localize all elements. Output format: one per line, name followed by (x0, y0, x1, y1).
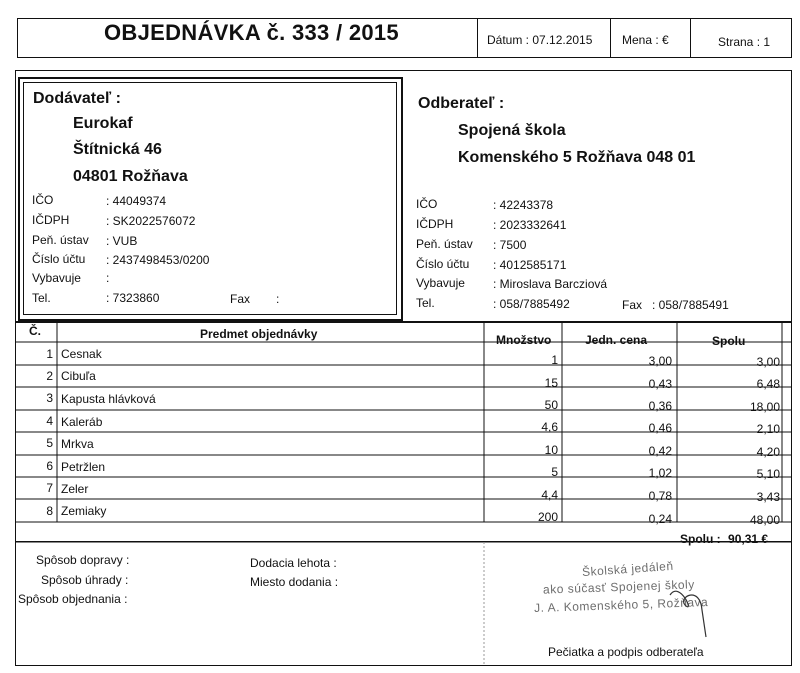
grand-total-value: 90,31 € (728, 532, 769, 546)
row-total: 2,10 (756, 422, 780, 436)
supplier-icdph-label: IČDPH (32, 213, 70, 227)
delivery-time-label: Dodacia lehota : (250, 556, 337, 570)
customer-account-label: Číslo účtu (416, 257, 470, 271)
supplier-phone-value: : 7323860 (106, 291, 160, 305)
customer-ico-value: : 42243378 (493, 198, 554, 212)
row-total: 6,48 (756, 377, 780, 391)
supplier-handler-value: : (106, 271, 110, 285)
col-header-no: Č. (29, 324, 41, 338)
supplier-name: Eurokaf (73, 115, 133, 132)
signature-label: Pečiatka a podpis odberateľa (548, 645, 704, 659)
stamp-line-3: J. A. Komenského 5, Rožňava (533, 594, 709, 616)
row-unit-price: 0,43 (648, 377, 672, 391)
supplier-fax-label: Fax (230, 292, 251, 306)
row-qty: 200 (537, 510, 558, 524)
customer-fax-label: Fax (622, 298, 643, 312)
customer-icdph-label: IČDPH (416, 217, 454, 231)
row-no: 5 (46, 436, 53, 450)
row-no: 4 (46, 414, 53, 428)
row-item: Petržlen (61, 460, 106, 474)
col-header-unit-price: Jedn. cena (585, 333, 648, 347)
row-unit-price: 1,02 (648, 466, 672, 480)
row-total: 18,00 (749, 400, 780, 414)
page-number: Strana : 1 (718, 35, 771, 49)
row-total: 5,10 (756, 467, 780, 481)
transport-label: Spôsob dopravy : (36, 553, 130, 567)
grand-total-label: Spolu : (680, 532, 721, 546)
row-item: Kapusta hlávková (61, 392, 156, 406)
supplier-fax-value: : (276, 292, 280, 306)
customer-bank-value: : 7500 (493, 238, 527, 252)
row-total: 4,20 (756, 445, 780, 459)
row-qty: 5 (551, 465, 558, 479)
row-total: 48,00 (749, 513, 780, 527)
row-item: Cesnak (61, 347, 102, 361)
row-no: 1 (46, 347, 53, 361)
row-no: 7 (46, 481, 53, 495)
row-unit-price: 0,42 (648, 444, 672, 458)
row-total: 3,43 (756, 490, 780, 504)
customer-heading: Odberateľ : (418, 95, 505, 112)
customer-phone-value: : 058/7885492 (493, 297, 570, 311)
row-no: 3 (46, 391, 53, 405)
order-date: Dátum : 07.12.2015 (487, 33, 593, 47)
row-item: Kaleráb (61, 415, 103, 429)
payment-label: Spôsob úhrady : (41, 573, 129, 587)
row-unit-price: 0,46 (648, 421, 672, 435)
row-no: 8 (46, 504, 53, 518)
customer-account-value: : 4012585171 (493, 258, 567, 272)
supplier-ico-value: : 44049374 (106, 194, 167, 208)
supplier-bank-label: Peň. ústav (32, 233, 89, 247)
supplier-bank-value: : VUB (106, 234, 138, 248)
customer-name: Spojená škola (458, 122, 566, 139)
stamp-line-1: Školská jedáleň (581, 558, 674, 580)
row-item: Zeler (61, 482, 89, 496)
row-no: 6 (46, 459, 53, 473)
customer-address: Komenského 5 Rožňava 048 01 (458, 149, 696, 166)
customer-fax-value: : 058/7885491 (652, 298, 729, 312)
supplier-account-label: Číslo účtu (32, 252, 86, 266)
col-header-qty: Množstvo (496, 333, 552, 347)
row-unit-price: 3,00 (648, 354, 672, 368)
row-item: Mrkva (61, 437, 94, 451)
row-unit-price: 0,24 (648, 512, 672, 526)
row-qty: 50 (544, 398, 558, 412)
ordering-label: Spôsob objednania : (18, 592, 128, 606)
customer-phone-label: Tel. (416, 296, 435, 310)
customer-ico-label: IČO (416, 197, 438, 211)
row-unit-price: 0,36 (648, 399, 672, 413)
row-total: 3,00 (756, 355, 780, 369)
document-title: OBJEDNÁVKA č. 333 / 2015 (104, 20, 399, 45)
supplier-heading: Dodávateľ : (33, 90, 121, 107)
supplier-street: Štítnická 46 (73, 141, 162, 158)
row-item: Zemiaky (61, 504, 107, 518)
currency: Mena : € (622, 33, 669, 47)
col-header-item: Predmet objednávky (200, 327, 318, 341)
delivery-place-label: Miesto dodania : (250, 575, 339, 589)
col-header-total: Spolu (712, 334, 746, 348)
supplier-account-value: : 2437498453/0200 (106, 253, 210, 267)
customer-handler-value: : Miroslava Barcziová (493, 277, 608, 291)
customer-bank-label: Peň. ústav (416, 237, 473, 251)
supplier-city: 04801 Rožňava (73, 168, 188, 185)
supplier-ico-label: IČO (32, 193, 54, 207)
signature-scribble (640, 575, 740, 645)
customer-handler-label: Vybavuje (416, 276, 465, 290)
row-item: Cibuľa (61, 369, 96, 383)
stamp-line-2: ako súčasť Spojenej školy (542, 577, 695, 597)
row-qty: 4,6 (541, 420, 558, 434)
supplier-icdph-value: : SK2022576072 (106, 214, 196, 228)
row-qty: 1 (551, 353, 558, 367)
row-qty: 10 (544, 443, 558, 457)
row-no: 2 (46, 369, 53, 383)
customer-icdph-value: : 2023332641 (493, 218, 567, 232)
row-qty: 15 (544, 376, 558, 390)
row-qty: 4,4 (541, 488, 558, 502)
supplier-handler-label: Vybavuje (32, 271, 81, 285)
row-unit-price: 0,78 (648, 489, 672, 503)
supplier-phone-label: Tel. (32, 291, 51, 305)
